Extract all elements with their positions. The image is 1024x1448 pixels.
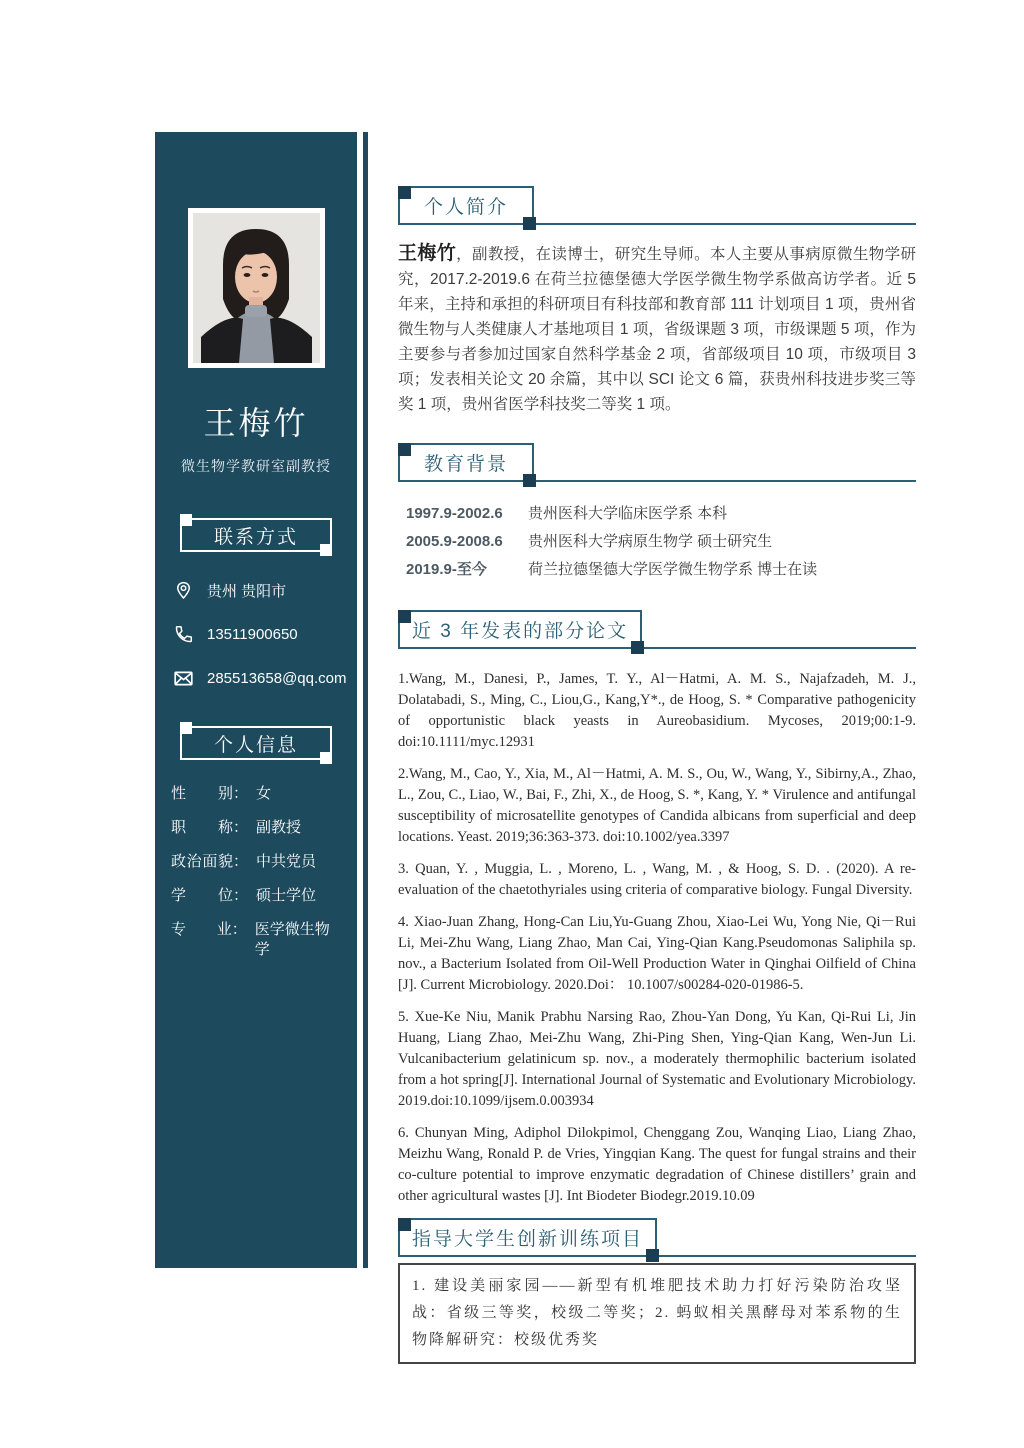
contact-email-text: 285513658@qq.com xyxy=(207,669,347,687)
section-rule xyxy=(534,223,916,225)
paper-item: 1.Wang, M., Danesi, P., James, T. Y., Al－Hatmi, A. M. S., Najafzadeh, M. J., Dolatabadi, S., Ming, C., Liou,G., Kang,Y*., de Hoog, S. * Comparative pathogenicity of opportunistic black yeasts in Aureobasidium. Mycoses, 2019;00:1-9. doi:10.1111/myc.12931 xyxy=(398,671,916,750)
profile-header-label: 个人简介 xyxy=(424,197,509,218)
person-job-title: 微生物学教研室副教授 xyxy=(181,458,331,474)
corner-square xyxy=(180,722,192,734)
location-icon xyxy=(171,578,195,602)
corner-square xyxy=(398,1218,411,1231)
paper-item: 4. Xiao-Juan Zhang, Hong-Can Liu,Yu-Guang Zhou, Xiao-Lei Wu, Yong Nie, Qi－Rui Li, Mei-Zhu Wang, Liang Zhao, Man Cai, Ying-Qian Kang.Pseudomonas Saliphila sp. nov., a Bacterium Isolated from Oil-Well Production Water in Qinghai Oilfield of China [J]. Current Microbiology. 2020.Doi： 10.1007/s00284-020-01986-5. xyxy=(398,914,916,993)
profile-header-box xyxy=(398,186,534,225)
projects-section-header xyxy=(398,1218,916,1257)
contact-section-header xyxy=(180,518,332,552)
personal-section-header xyxy=(180,726,332,760)
info-row-major: 专业 ： 医学微生物学 xyxy=(171,921,330,958)
info-row-political: 政治面貌 ： 中共党员 xyxy=(171,853,317,870)
papers-header-box xyxy=(398,610,642,649)
education-list xyxy=(406,500,916,584)
corner-square xyxy=(523,217,536,230)
corner-square xyxy=(320,544,332,556)
education-row: 2005.9-2008.6 贵州医科大学病原生物学 硕士研究生 xyxy=(406,533,773,550)
education-header-label: 教育背景 xyxy=(424,454,509,475)
info-row-rank: 职称 ： 副教授 xyxy=(171,819,302,836)
projects-content-box xyxy=(398,1263,916,1364)
personal-header-label: 个人信息 xyxy=(213,734,298,756)
main-content xyxy=(398,186,916,1364)
phone-icon xyxy=(171,622,195,646)
contact-item-location xyxy=(171,578,357,602)
contact-item-phone xyxy=(171,622,357,646)
education-row: 1997.9-2002.6 贵州医科大学临床医学系 本科 xyxy=(406,505,728,522)
profile-name-emphasis: 王梅竹 xyxy=(398,243,457,264)
section-rule xyxy=(642,647,916,649)
contact-list xyxy=(171,578,357,690)
contact-phone-text: 13511900650 xyxy=(207,625,298,643)
papers-header-label: 近 3 年发表的部分论文 xyxy=(412,621,629,642)
contact-item-email xyxy=(171,666,357,690)
papers-section-header xyxy=(398,610,916,649)
sidebar-divider-line xyxy=(363,132,368,1268)
paper-item: 3. Quan, Y. , Muggia, L. , Moreno, L. , Wang, M. , & Hoog, S. D. . (2020). A re-evaluation of the chaetothyriales using criteria of comparative biology. Fungal Diversity. xyxy=(398,861,916,898)
paper-item: 6. Chunyan Ming, Adiphol Dilokpimol, Chenggang Zou, Wanqing Liao, Liang Zhao, Meizhu Wang, Ronald P. de Vries, Yingqian Kang. The quest for fungal strains and their co-culture potential to improve enzymatic degradation of Chinese distillers’ grain and other agricultural wastes [J]. Int Biodeter Biodegr.2019.10.09 xyxy=(398,1125,916,1204)
profile-photo xyxy=(188,208,325,368)
profile-paragraph xyxy=(398,241,916,417)
section-rule xyxy=(657,1255,916,1257)
corner-square xyxy=(646,1249,659,1262)
projects-header-label: 指导大学生创新训练项目 xyxy=(412,1229,644,1250)
corner-square xyxy=(523,474,536,487)
profile-section-header xyxy=(398,186,916,225)
corner-square xyxy=(398,443,411,456)
corner-square xyxy=(631,641,644,654)
projects-text: 1. 建设美丽家园——新型有机堆肥技术助力打好污染防治攻坚战：省级三等奖，校级二等奖；2. 蚂蚁相关黑酵母对苯系物的生物降解研究：校级优秀奖 xyxy=(412,1278,902,1348)
email-icon xyxy=(171,666,195,690)
section-rule xyxy=(534,480,916,482)
sidebar xyxy=(155,132,357,1268)
education-row: 2019.9-至今 荷兰拉德堡德大学医学微生物学系 博士在读 xyxy=(406,561,818,578)
personal-info-list xyxy=(171,784,343,960)
contact-header-label: 联系方式 xyxy=(213,526,298,548)
education-section-header xyxy=(398,443,916,482)
corner-square xyxy=(398,186,411,199)
info-row-gender: 性别 ： 女 xyxy=(171,785,272,802)
contact-location-text: 贵州 贵阳市 xyxy=(207,582,287,600)
person-name: 王梅竹 xyxy=(203,405,309,441)
projects-header-box xyxy=(398,1218,657,1257)
info-row-degree: 学位 ： 硕士学位 xyxy=(171,887,317,904)
paper-item: 5. Xue-Ke Niu, Manik Prabhu Narsing Rao, Zhou-Yan Dong, Yu Kan, Qi-Rui Li, Jin Huang, Liang Zhao, Mei-Zhu Wang, Zhi-Ping Shen, Ying-Qian Kang, Wen-Jun Li. Vulcanibacterium gelatinicum sp. nov., a moderately thermophilic bacterium isolated from a hot spring[J]. International Journal of Systematic and Evolutionary Microbiology. 2019.doi:10.1099/ijsem.0.003934 xyxy=(398,1009,916,1109)
corner-square xyxy=(180,514,192,526)
education-header-box xyxy=(398,443,534,482)
corner-square xyxy=(320,752,332,764)
corner-square xyxy=(398,610,411,623)
profile-body-text: ，副教授，在读博士，研究生导师。本人主要从事病原微生物学研究，2017.2-2019.6 在荷兰拉德堡德大学医学微生物学系做高访学者。近 5 年来，主持和承担的科研项目有科技部和教育部 111 计划项目 1 项，贵州省微生物与人类健康人才基地项目 1 项，省级课题 3 项，市级课题 5 项，作为主要参与者参加过国家自然科学基金 2 项，省部级项目 10 项，市级项目 3 项；发表相关论文 20 余篇，其中以 SCI 论文 6 篇，获贵州科技进步奖三等奖 1 项，贵州省医学科技奖二等奖 1 项。 xyxy=(398,246,916,413)
papers-list xyxy=(398,669,916,1207)
paper-item: 2.Wang, M., Cao, Y., Xia, M., Al－Hatmi, A. M. S., Ou, W., Wang, Y., Sibirny,A., Zhao, L., Zou, C., Liao, W., Bai, F., Zhi, X., de Hoog, S. *, Kang, Y. * Virulence and antifungal susceptibility of microsatellite genotypes of Candida albicans from superficial and deep locations. Yeast. 2019;36:363-373. doi:10.1002/yea.3397 xyxy=(398,766,916,845)
portrait-photo-placeholder xyxy=(193,213,320,363)
